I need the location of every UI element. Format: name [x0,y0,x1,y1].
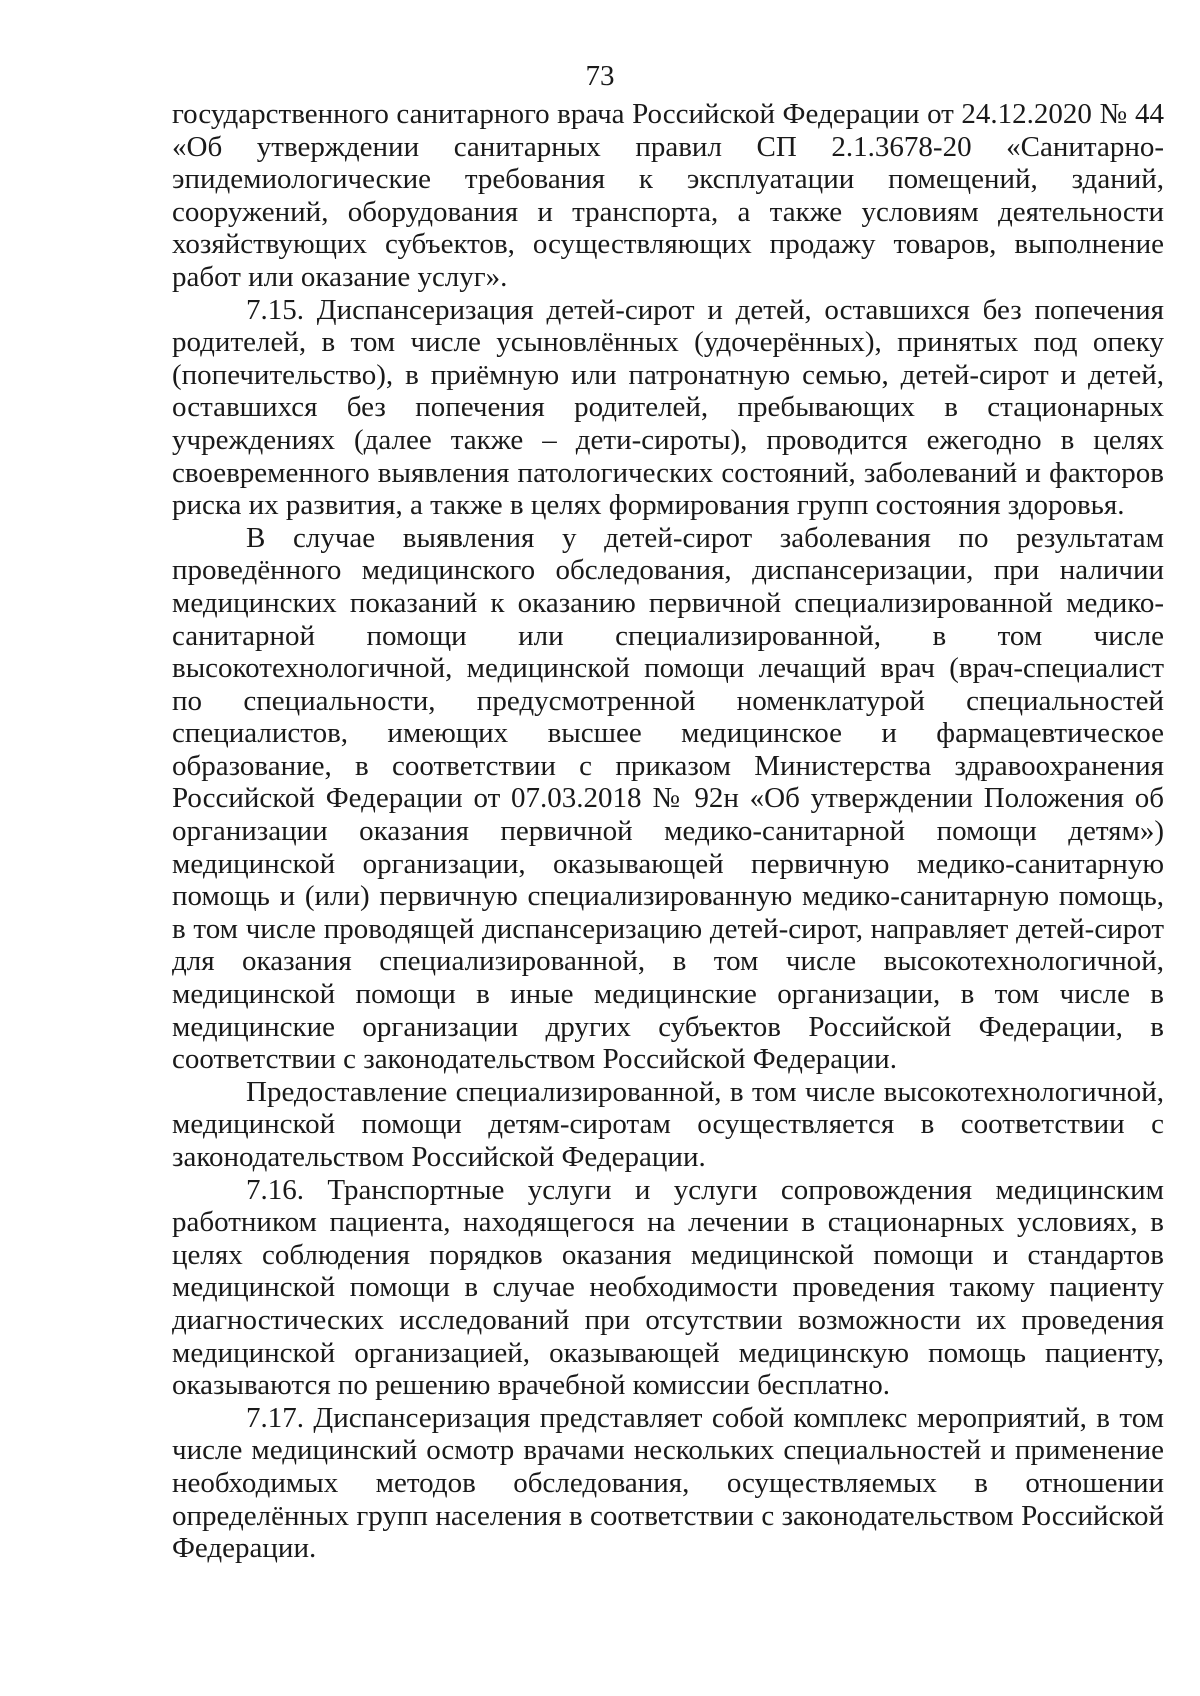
document-body [172,98,1164,1565]
paragraph-specialized-care: Предоставление специализированной, в том числе высокотехнологичной, медицинской помощи детям-сиротам осуществляется в соответствии с законодательством Российской Федерации. [172,1075,1164,1173]
paragraph-orphans-referral: В случае выявления у детей-сирот заболевания по результатам проведённого медицинского обследования, диспансеризации, при наличии медицинских показаний к оказанию первичной специализированной медико-санитарной помощи или специализированной, в том числе высокотехнологичной, медицинской помощи лечащий врач (врач-специалист по специальности, предусмотренной номенклатурой специальностей специалистов, имеющих высшее медицинское и фармацевтическое образование, в соответствии с приказом Министерства здравоохранения Российской Федерации от 07.03.2018 № 92н «Об утверждении Положения об организации оказания первичной медико-санитарной помощи детям») медицинской организации, оказывающей первичную медико-санитарную помощь и (или) первичную специализированную медико-санитарную помощь, в том числе проводящей диспансеризацию детей-сирот, направляет детей-сирот для оказания специализированной, в том числе высокотехнологичной, медицинской помощи в иные медицинские организации, в том числе в медицинские организации других субъектов Российской Федерации, в соответствии с законодательством Российской Федерации. [172,521,1164,1076]
paragraph-7-15: 7.15. Диспансеризация детей-сирот и детей, оставшихся без попечения родителей, в том числе усыновлённых (удочерённых), принятых под опеку (попечительство), в приёмную или патронатную семью, детей-сирот и детей, оставшихся без попечения родителей, пребывающих в стационарных учреждениях (далее также – дети-сироты), проводится ежегодно в целях своевременного выявления патологических состояний, заболеваний и факторов риска их развития, а также в целях формирования групп состояния здоровья. [172,293,1164,522]
page-number: 73 [585,60,615,92]
paragraph-7-16: 7.16. Транспортные услуги и услуги сопровождения медицинским работником пациента, находящегося на лечении в стационарных условиях, в целях соблюдения порядков оказания медицинской помощи и стандартов медицинской помощи в случае необходимости проведения такому пациенту диагностических исследований при отсутствии возможности их проведения медицинской организацией, оказывающей медицинскую помощь пациенту, оказываются по решению врачебной комиссии бесплатно. [172,1173,1164,1402]
paragraph-sanitary-rules-continuation: государственного санитарного врача Российской Федерации от 24.12.2020 № 44 «Об утверждении санитарных правил СП 2.1.3678-20 «Санитарно-эпидемиологические требования к эксплуатации помещений, зданий, сооружений, оборудования и транспорта, а также условиям деятельности хозяйствующих субъектов, осуществляющих продажу товаров, выполнение работ или оказание услуг». [172,98,1164,293]
paragraph-7-17: 7.17. Диспансеризация представляет собой комплекс мероприятий, в том числе медицинский осмотр врачами нескольких специальностей и применение необходимых методов обследования, осуществляемых в отношении определённых групп населения в соответствии с законодательством Российской Федерации. [172,1401,1164,1565]
